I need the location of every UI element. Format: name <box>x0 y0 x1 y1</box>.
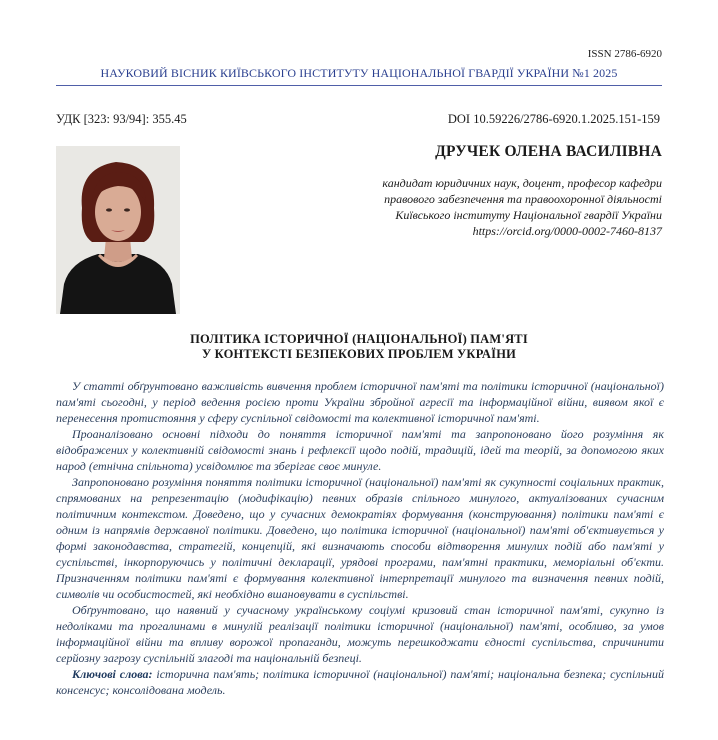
author-photo <box>56 146 180 314</box>
keywords <box>56 666 664 698</box>
keywords-label: Ключові слова: <box>72 667 153 681</box>
doi-identifier: DOI 10.59226/2786-6920.1.2025.151-159 <box>447 112 660 126</box>
author-affiliation-line: правового забезпечення та правоохоронної діяльності <box>384 192 662 206</box>
article-title-line: У КОНТЕКСТІ БЕЗПЕКОВИХ ПРОБЛЕМ УКРАЇНИ <box>201 347 517 361</box>
abstract-paragraph: У статті обґрунтовано важливість вивчення проблем історичної пам'яті та політики історичної (національної) пам'яті сьогодні, у період ведення росією проти України збройної агресії та інформаційної війни, виявом якої є перенесення протистояння у сферу суспільної свідомості та колективної історичної пам'яті. <box>56 379 664 425</box>
issn-number: ISSN 2786-6920 <box>587 48 662 60</box>
abstract <box>56 378 664 698</box>
author-affiliation-line: кандидат юридичних наук, доцент, професор кафедри <box>382 176 662 190</box>
journal-header: НАУКОВИЙ ВІСНИК КИЇВСЬКОГО ІНСТИТУТУ НАЦІОНАЛЬНОЇ ГВАРДІЇ УКРАЇНИ №1 2025 <box>100 66 618 80</box>
udc-code: УДК [323: 93/94]: 355.45 <box>56 112 187 126</box>
abstract-paragraph: Запропоновано розуміння поняття політики історичної (національної) пам'яті як сукупності соціальних практик, спрямованих на репрезентацію (модифікацію) певних образів спільного минулого, актуалізованих сучасним політичним контекстом. Доведено, що у сучасних демократіях формування (конструювання) політики пам'яті є одним із напрямів державної політики. Доведено, що політика історичної (національної) пам'яті об'єктивується у формі законодавства, стратегій, концепцій, які визначають способи відтворення минулих подій або пам'яті у суспільстві, інкорпоруючись у політичні декларації, урядові програми, пам'ятні практики, меморіальні об'єкти. Призначенням політики пам'яті є формування колективної інтерпретації минулого та визначення певних подій, символів чи особистостей, які необхідно вшановувати в суспільстві. <box>56 475 664 601</box>
author-portrait-icon <box>56 146 180 314</box>
header-rule <box>56 85 662 86</box>
abstract-paragraph: Обґрунтовано, що наявний у сучасному українському соціумі кризовий стан історичної пам'яті, сукупно із недоліками та прогалинами в минулій реалізації політики історичної (національної) пам'яті, особливо, за умов інформаційної війни та впливу ворожої пропаганди, можуть перешкоджати єдності суспільства, спричинити серйозну загрозу суспільній злагоді та національній безпеці. <box>56 603 664 665</box>
article-title-line: ПОЛІТИКА ІСТОРИЧНОЇ (НАЦІОНАЛЬНОЇ) ПАМ'ЯТІ <box>190 332 528 346</box>
author-orcid: https://orcid.org/0000-0002-7460-8137 <box>472 224 662 238</box>
abstract-paragraph: Проаналізовано основні підходи до поняття історичної пам'яті та запропоновано його розуміння як відображених у колективній свідомості знань і рефлексії щодо подій, традицій, ідей та теорій, за допомогою яких народ (етнічна спільнота) усвідомлює та зберігає своє минуле. <box>56 427 664 473</box>
keywords-text: історична пам'ять; політика історичної (національної) пам'яті; національна безпека; суспільний консенсус; консолідована модель. <box>56 667 665 697</box>
article-title <box>0 332 718 362</box>
author-name: ДРУЧЕК ОЛЕНА ВАСИЛІВНА <box>435 143 662 160</box>
author-affiliation-line: Київського інституту Національної гвардії України <box>395 208 662 222</box>
